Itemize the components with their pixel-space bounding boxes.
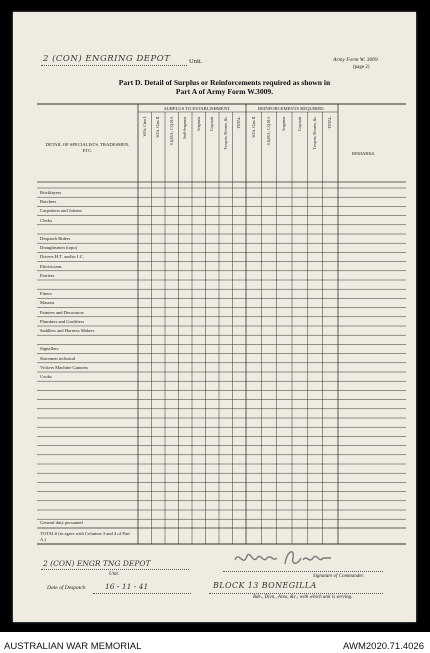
commander-signature: [231, 546, 341, 572]
signature-unit-line: [41, 569, 189, 570]
footer-left: AUSTRALIAN WAR MEMORIAL: [4, 641, 142, 652]
signature-unit-label: Unit.: [109, 572, 120, 577]
unit-label: Unit.: [189, 58, 203, 65]
date-label: Date of Despatch: [47, 585, 86, 591]
trade-row-label: Cooks: [40, 374, 52, 379]
date-handwritten: 16 - 11 - 41: [105, 582, 149, 591]
general-duty-label: General duty personnel: [40, 520, 83, 525]
footer-bar: [0, 632, 430, 653]
reinforcement-col-header-2: Sergeants.: [282, 116, 287, 131]
reinforcement-col-header-5: TOTAL.: [328, 116, 333, 129]
trade-row-label: Farriers: [40, 272, 55, 278]
signature-line: [223, 571, 383, 572]
surplus-col-header-5: Corporals.: [210, 116, 215, 132]
trade-row-label: Electricians: [40, 263, 62, 269]
location-label: Bde., Divn., Area, &c., with which unit is serving.: [253, 595, 353, 600]
surplus-col-header-4: Sergeants.: [196, 116, 201, 131]
surplus-col-header-3: Staff-Sergeants.: [183, 116, 188, 139]
trade-row-label: Plumbers and Gasfitters: [40, 318, 85, 324]
surplus-col-header-7: TOTAL.: [237, 116, 242, 129]
trade-row-label: Signallers: [40, 346, 59, 352]
reinforcement-col-header-4: Troopers, Privates, &c.: [313, 116, 317, 150]
reinforcement-group-header: REINFORCEMENTS REQUIRED.: [258, 106, 325, 111]
signature-label: Signature of Commander.: [313, 574, 365, 579]
trade-row-label: Drivers H.T. and/or I.C.: [40, 254, 84, 260]
location-line: [209, 593, 383, 594]
surplus-col-header-6: Troopers, Privates, &c.: [223, 116, 228, 150]
trade-row-label: Fitters: [40, 291, 52, 297]
surplus-col-header-1: W.Os. Class II.: [156, 116, 161, 138]
trade-row-label: Despatch Riders: [40, 236, 71, 241]
page-ref: (page 2): [353, 65, 370, 70]
remarks-column-header: REMARKS.: [352, 151, 376, 156]
trade-row-label: Butchers: [40, 199, 57, 205]
trade-row-label: Painters and Decorators: [40, 309, 84, 315]
location-handwritten: BLOCK 13 BONEGILLA: [213, 581, 317, 590]
reinforcement-col-header-0: W.Os. Class II.: [251, 116, 256, 138]
form-name: Army Form W. 3009: [333, 57, 378, 63]
trade-row-label: Carpenters and Joiners: [40, 208, 82, 214]
surplus-col-header-0: W.Os. Class I.: [142, 116, 147, 137]
surplus-group-header: SURPLUS TO ESTABLISHMENT.: [164, 106, 231, 111]
trade-row-label: Draughtsmen (topo): [40, 245, 78, 251]
date-line: [93, 593, 191, 594]
trade-row-label: Vickers Machine Gunners: [40, 364, 88, 370]
signature-unit-handwritten: 2 (CON) ENGR TNG DEPOT: [43, 559, 151, 568]
form-sheet: [13, 12, 416, 622]
form-title-line1: Part D. Detail of Surplus or Reinforcements required as shown in: [118, 78, 331, 87]
reinforcement-col-header-3: Corporals.: [297, 116, 302, 132]
totals-row-label: TOTALS (to agree with Columns 3 and 4 of Part A.): [40, 531, 130, 542]
trade-row-label: Storemen technical: [40, 355, 76, 361]
form-title-line2: Part A of Army Form W.3009.: [175, 87, 274, 96]
trade-row-label: Saddlers and Harness Makers: [40, 328, 95, 333]
trade-row-label: Bricklayers: [40, 190, 62, 195]
trade-row-label: Clerks: [40, 217, 52, 223]
surplus-col-header-2: S.Q.M.S.; C.Q.M.S.: [169, 116, 174, 146]
trade-row-label: Masons: [40, 300, 55, 306]
reinforcement-col-header-1: S.Q.M.S.; C.Q.M.S.: [267, 116, 271, 146]
footer-right: AWM2020.71.4026: [343, 641, 424, 652]
detail-column-header: DETAIL OF SPECIALISTS, TRADESMEN, ETC.: [45, 142, 130, 153]
unit-handwritten: 2 (CON) ENGRING DEPOT: [43, 54, 171, 64]
